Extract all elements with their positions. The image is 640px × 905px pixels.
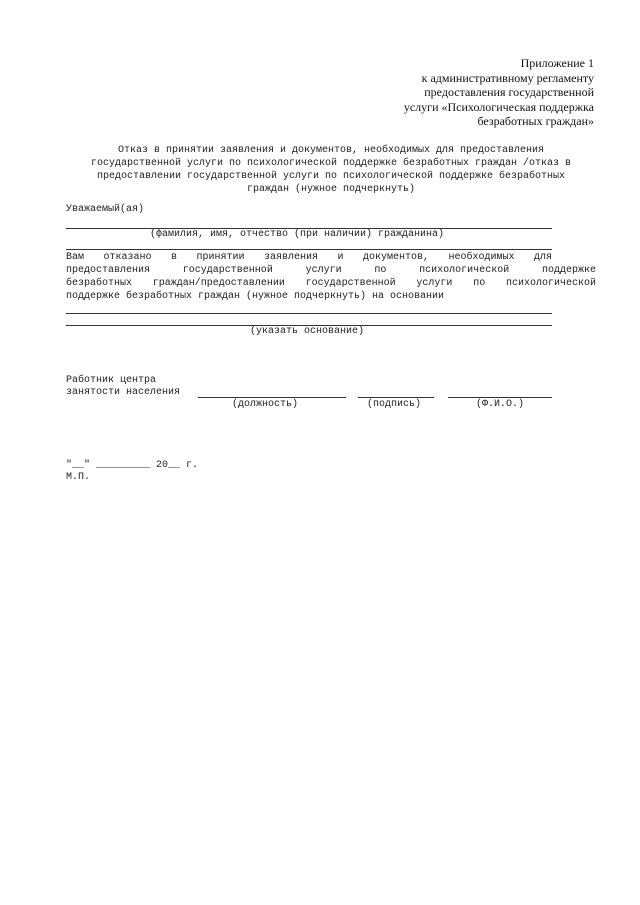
body-line: безработных граждан/предоставлении государственной услуги по психологической xyxy=(66,278,596,289)
appendix-line: предоставления государственной xyxy=(424,85,594,99)
signature-line xyxy=(358,397,434,398)
appendix-header xyxy=(294,56,594,129)
body-line: поддержке безработных граждан (нужное подчеркнуть) на основании xyxy=(66,291,445,302)
position-caption: (должность) xyxy=(232,399,299,410)
title-line: государственной услуги по психологической поддержке безработных граждан /отказ в xyxy=(90,158,572,169)
document-title xyxy=(66,144,596,196)
appendix-line: услуги «Психологическая поддержка xyxy=(403,99,594,114)
reason-caption: (указать основание) xyxy=(250,326,365,337)
title-line: Отказ в принятии заявления и документов, необходимых для предоставления xyxy=(117,145,545,156)
body-line: предоставления государственной услуги по психологической поддержке xyxy=(66,265,596,276)
salutation: Уважаемый(ая) xyxy=(66,204,145,215)
stamp-label: М.П. xyxy=(66,472,91,483)
position-line xyxy=(198,397,346,398)
refusal-body xyxy=(66,251,596,303)
date-line: "__" _________ 20__ г. xyxy=(66,460,199,471)
body-line: Вам отказано в принятии заявления и документов, необходимых для xyxy=(66,252,552,263)
fio-caption: (Ф.И.О.) xyxy=(476,399,525,410)
title-line: предоставлении государственной услуги по психологической поддержке безработных xyxy=(96,171,566,182)
fio-line xyxy=(448,397,552,398)
appendix-line: Приложение 1 xyxy=(520,56,594,70)
worker-line-2: занятости населения xyxy=(66,387,181,398)
worker-line-1: Работник центра xyxy=(66,375,157,386)
title-line: граждан (нужное подчеркнуть) xyxy=(246,184,416,195)
name-caption: (фамилия, имя, отчество (при наличии) гражданина) xyxy=(150,229,445,240)
appendix-line: безработных граждан» xyxy=(477,114,594,128)
worker-label xyxy=(66,375,180,399)
reason-line xyxy=(66,313,552,314)
signature-caption: (подпись) xyxy=(367,399,422,410)
name-line-2 xyxy=(66,249,552,250)
appendix-line: к административному регламенту xyxy=(421,70,594,85)
